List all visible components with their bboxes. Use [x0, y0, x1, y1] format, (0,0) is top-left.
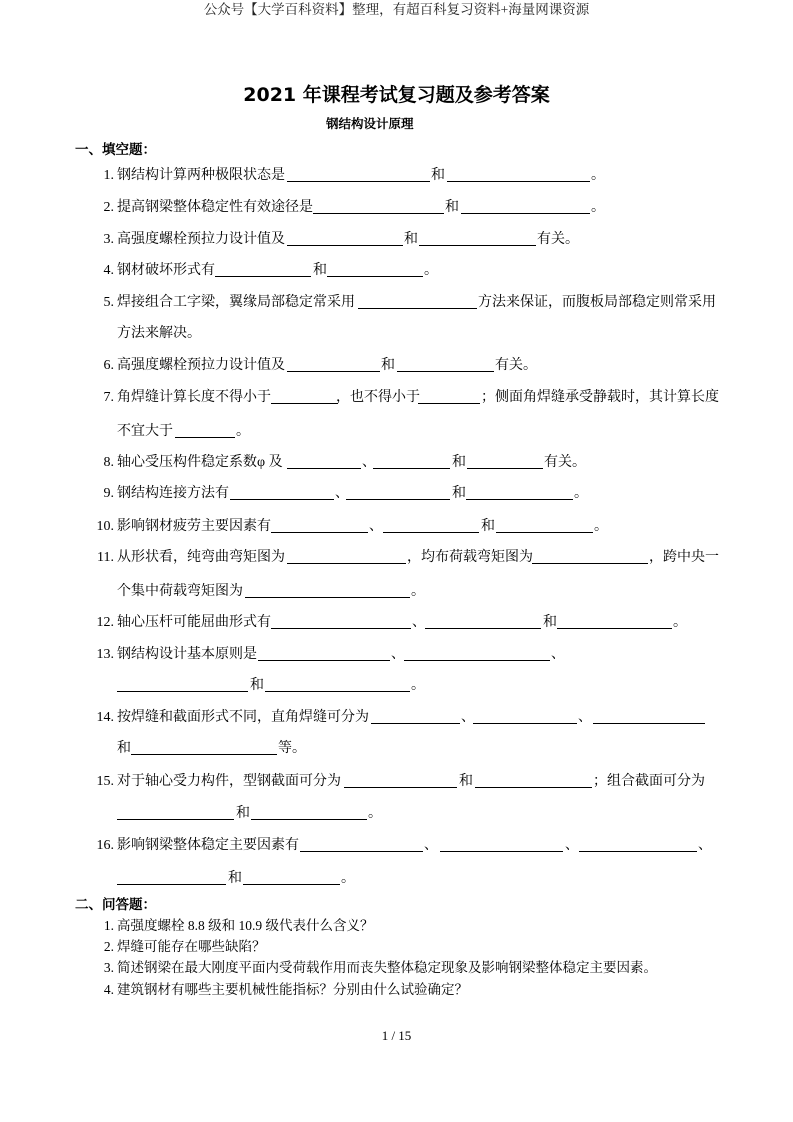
- answer-blank: [404, 645, 550, 661]
- answer-blank: [271, 517, 368, 533]
- answer-blank: [440, 836, 563, 852]
- item-text: 、: [551, 647, 565, 662]
- fill-item-5: [0, 293, 793, 313]
- answer-blank: [397, 356, 494, 372]
- item-text: 、: [578, 710, 592, 725]
- fill-item-5-cont: [0, 324, 793, 344]
- item-text: 和: [404, 232, 418, 247]
- answer-blank: [117, 676, 248, 692]
- item-number: 2.: [103, 200, 114, 215]
- answer-blank: [467, 453, 543, 469]
- answer-blank: [287, 356, 380, 372]
- section-heading-qa: 二、问答题：: [75, 897, 156, 913]
- header-note: 公众号【大学百科资料】整理，有超百科复习资料+海量网课资源: [203, 2, 590, 17]
- fill-item-15: [0, 772, 793, 792]
- answer-blank: [175, 422, 235, 438]
- question-text: 建筑钢材有哪些主要机械性能指标？分别由什么试验确定？: [117, 982, 468, 997]
- answer-blank: [313, 198, 444, 214]
- answer-blank: [461, 198, 590, 214]
- answer-blank: [131, 739, 277, 755]
- item-number: 12.: [96, 615, 114, 630]
- answer-blank: [447, 166, 590, 182]
- question-text: 高强度螺栓 8.8 级和 10.9 级代表什么含义？: [117, 918, 374, 933]
- item-text: 高强度螺栓预拉力设计值及: [117, 358, 285, 373]
- answer-blank: [532, 548, 648, 564]
- qa-item-4: [0, 980, 793, 1000]
- item-number: 1.: [103, 168, 114, 183]
- item-text: ，也不得小于: [336, 390, 420, 405]
- page-title: 2021 年课程考试复习题及参考答案: [243, 84, 550, 106]
- fill-item-10: [0, 517, 793, 537]
- item-text: 从形状看，纯弯曲弯矩图为: [117, 550, 285, 565]
- question-text: 焊缝可能存在哪些缺陷？: [117, 939, 266, 954]
- item-text: 、: [412, 615, 426, 630]
- fill-item-13-cont: [0, 676, 793, 696]
- item-text: 、: [335, 486, 349, 501]
- answer-blank: [245, 582, 410, 598]
- item-text: 。: [236, 424, 250, 439]
- item-text: 按焊缝和截面形式不同，直角焊缝可分为: [117, 710, 369, 725]
- item-text: 和: [117, 741, 131, 756]
- item-number: 9.: [103, 486, 114, 501]
- fill-item-11: [0, 548, 793, 568]
- item-number: 5.: [103, 295, 114, 310]
- item-number: 15.: [96, 774, 114, 789]
- answer-blank: [215, 261, 311, 277]
- item-text: 钢结构计算两种极限状态是: [117, 168, 285, 183]
- item-text: 角焊缝计算长度不得小于: [117, 390, 271, 405]
- item-text: 和: [543, 615, 557, 630]
- item-text: 方法来解决。: [117, 326, 201, 341]
- answer-blank: [287, 166, 430, 182]
- fill-item-12: [0, 613, 793, 633]
- answer-blank: [418, 388, 480, 404]
- item-text: ，均布荷载弯矩图为: [407, 550, 533, 565]
- answer-blank: [344, 772, 457, 788]
- item-text: 提高钢梁整体稳定性有效途径是: [117, 200, 313, 215]
- item-number: 2.: [103, 939, 114, 954]
- item-text: 对于轴心受力构件，型钢截面可分为: [117, 774, 341, 789]
- item-text: 高强度螺栓预拉力设计值及: [117, 232, 285, 247]
- item-number: 14.: [96, 710, 114, 725]
- answer-blank: [230, 484, 334, 500]
- fill-item-8: [0, 453, 793, 473]
- answer-blank: [243, 869, 340, 885]
- item-text: 。: [411, 584, 425, 599]
- item-number: 3.: [103, 960, 114, 975]
- item-text: 钢结构连接方法有: [117, 486, 229, 501]
- item-text: 。: [368, 806, 382, 821]
- item-text: 影响钢材疲劳主要因素有: [117, 519, 271, 534]
- answer-blank: [251, 804, 367, 820]
- fill-item-16-cont: [0, 869, 793, 889]
- item-text: 和: [381, 358, 395, 373]
- item-text: 和: [481, 519, 495, 534]
- item-text: 、: [698, 838, 712, 853]
- answer-blank: [287, 230, 403, 246]
- item-number: 11.: [97, 550, 114, 565]
- answer-blank: [419, 230, 536, 246]
- item-text: 和: [452, 455, 466, 470]
- answer-blank: [258, 645, 390, 661]
- item-text: 、: [461, 710, 475, 725]
- answer-blank: [371, 708, 460, 724]
- qa-item-3: [0, 958, 793, 978]
- item-text: 影响钢梁整体稳定主要因素有: [117, 838, 299, 853]
- item-number: 4.: [103, 982, 114, 997]
- answer-blank: [425, 613, 541, 629]
- item-number: 1.: [103, 918, 114, 933]
- item-text: 有关。: [495, 358, 537, 373]
- item-text: 。: [411, 678, 425, 693]
- item-text: ；组合截面可分为: [593, 774, 705, 789]
- item-text: 、: [565, 838, 579, 853]
- answer-blank: [475, 772, 592, 788]
- item-text: 不宜大于: [117, 424, 173, 439]
- fill-item-4: [0, 261, 793, 281]
- item-text: 和: [236, 806, 250, 821]
- answer-blank: [473, 708, 577, 724]
- fill-item-16: [0, 836, 793, 856]
- item-text: 和: [250, 678, 264, 693]
- item-number: 8.: [103, 455, 114, 470]
- section-heading-fill-blank: 一、填空题：: [75, 142, 156, 158]
- answer-blank: [287, 453, 361, 469]
- item-text: 方法来保证，而腹板局部稳定则常采用: [478, 295, 716, 310]
- item-text: ；侧面角焊缝承受静载时，其计算长度: [481, 390, 719, 405]
- fill-item-13: [0, 645, 793, 665]
- course-subtitle: 钢结构设计原理: [326, 116, 414, 131]
- item-text: 、: [362, 455, 376, 470]
- answer-blank: [287, 548, 406, 564]
- item-text: 。: [591, 168, 605, 183]
- item-number: 3.: [103, 232, 114, 247]
- item-number: 16.: [96, 838, 114, 853]
- item-text: 。: [341, 871, 355, 886]
- item-text: 、: [369, 519, 383, 534]
- item-number: 13.: [96, 647, 114, 662]
- item-text: 和: [452, 486, 466, 501]
- item-text: 。: [591, 200, 605, 215]
- fill-item-3: [0, 230, 793, 250]
- item-number: 6.: [103, 358, 114, 373]
- item-text: 轴心受压构件稳定系数φ 及: [117, 455, 283, 470]
- item-text: 有关。: [537, 232, 579, 247]
- fill-item-14-cont: [0, 739, 793, 759]
- item-text: ，跨中央一: [649, 550, 719, 565]
- item-text: 。: [673, 615, 687, 630]
- item-text: 、: [424, 838, 438, 853]
- fill-item-1: [0, 166, 793, 186]
- fill-item-2: [0, 198, 793, 218]
- answer-blank: [327, 261, 423, 277]
- answer-blank: [346, 484, 450, 500]
- answer-blank: [466, 484, 573, 500]
- fill-item-6: [0, 356, 793, 376]
- answer-blank: [373, 453, 450, 469]
- question-text: 简述钢梁在最大刚度平面内受荷载作用而丧失整体稳定现象及影响钢梁整体稳定主要因素。: [117, 960, 657, 975]
- fill-item-15-cont: [0, 804, 793, 824]
- item-text: 有关。: [544, 455, 586, 470]
- item-text: 和: [459, 774, 473, 789]
- item-text: 等。: [278, 741, 306, 756]
- item-text: 和: [313, 263, 327, 278]
- answer-blank: [579, 836, 697, 852]
- item-text: 。: [574, 486, 588, 501]
- fill-item-7: [0, 388, 793, 408]
- fill-item-7-cont: [0, 422, 793, 442]
- item-text: 和: [431, 168, 445, 183]
- item-text: 和: [228, 871, 242, 886]
- answer-blank: [271, 388, 338, 404]
- answer-blank: [117, 869, 226, 885]
- answer-blank: [358, 293, 477, 309]
- item-text: 钢结构设计基本原则是: [117, 647, 257, 662]
- item-text: 个集中荷载弯矩图为: [117, 584, 243, 599]
- answer-blank: [557, 613, 672, 629]
- item-text: 钢材破坏形式有: [117, 263, 215, 278]
- fill-item-11-cont: [0, 582, 793, 602]
- qa-item-2: [0, 937, 793, 957]
- item-number: 10.: [96, 519, 114, 534]
- item-text: 。: [424, 263, 438, 278]
- item-text: 、: [391, 647, 405, 662]
- page-number: 1 / 15: [381, 1028, 412, 1043]
- item-text: 和: [445, 200, 459, 215]
- answer-blank: [496, 517, 593, 533]
- fill-item-9: [0, 484, 793, 504]
- answer-blank: [383, 517, 479, 533]
- item-text: 。: [594, 519, 608, 534]
- answer-blank: [300, 836, 423, 852]
- item-text: 焊接组合工字梁，翼缘局部稳定常采用: [117, 295, 355, 310]
- item-number: 4.: [103, 263, 114, 278]
- answer-blank: [117, 804, 234, 820]
- answer-blank: [593, 708, 705, 724]
- answer-blank: [265, 676, 410, 692]
- qa-item-1: [0, 916, 793, 936]
- answer-blank: [271, 613, 411, 629]
- fill-item-14: [0, 708, 793, 728]
- item-text: 轴心压杆可能屈曲形式有: [117, 615, 271, 630]
- item-number: 7.: [103, 390, 114, 405]
